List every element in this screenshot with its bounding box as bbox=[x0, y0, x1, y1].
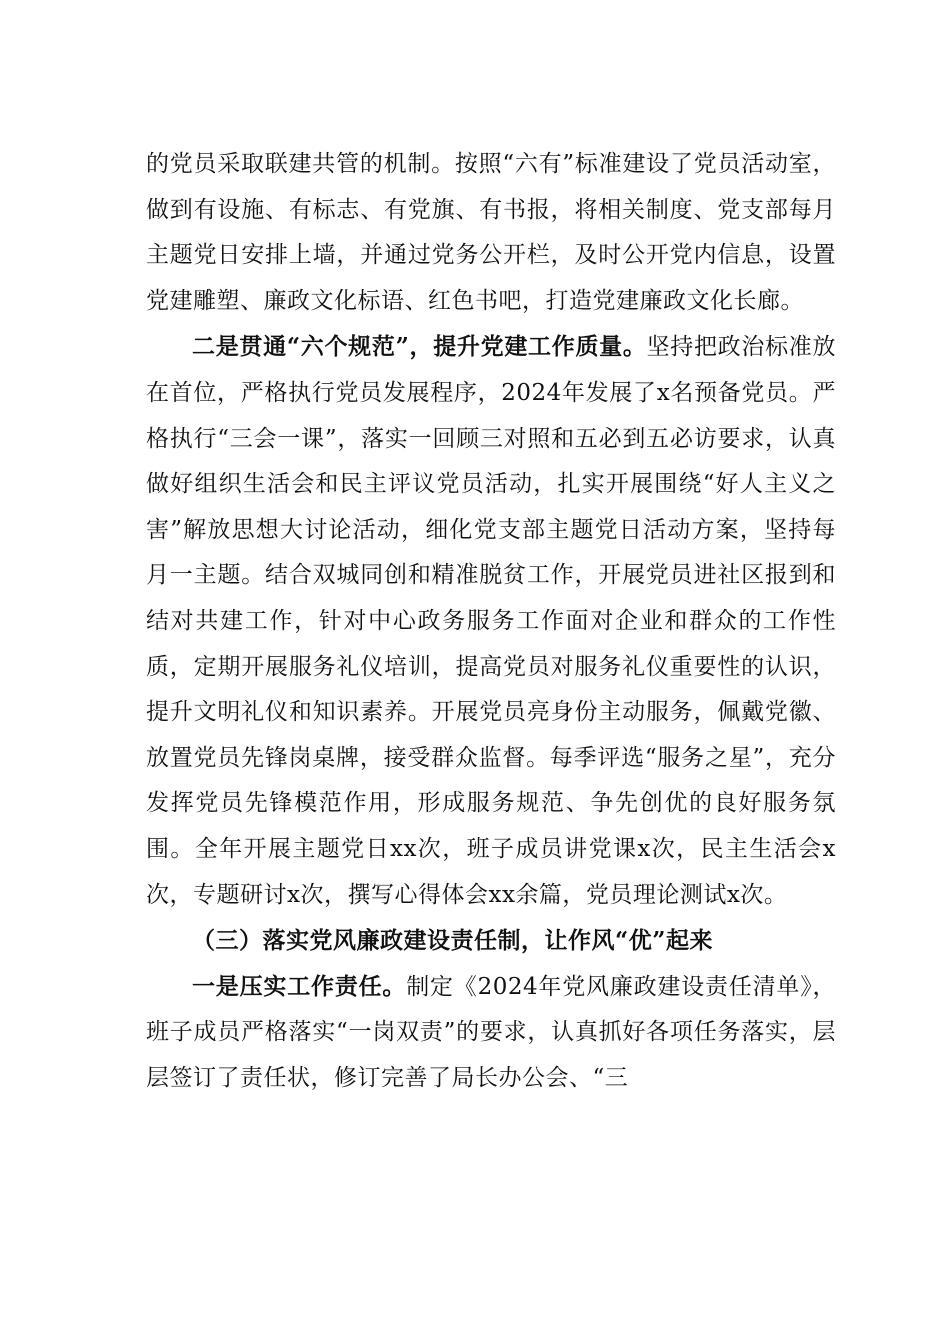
document-body bbox=[146, 142, 836, 1101]
paragraph-continuation-text: 的党员采取联建共管的机制。按照“六有”标准建设了党员活动室，做到有设施、有标志、有党旗、有书报，将相关制度、党支部每月主题党日安排上墙，并通过党务公开栏，及时公开党内信息，设置党建雕塑、廉政文化标语、红色书吧，打造党建廉政文化长廊。 bbox=[146, 151, 836, 314]
paragraph-work-responsibility-lead: 一是压实工作责任。 bbox=[192, 972, 407, 1000]
paragraph-continuation bbox=[146, 142, 836, 324]
paragraph-work-responsibility bbox=[146, 964, 836, 1102]
paragraph-six-standards bbox=[146, 324, 836, 918]
paragraph-six-standards-lead: 二是贯通“六个规范”，提升党建工作质量。 bbox=[192, 333, 647, 361]
paragraph-six-standards-text: 坚持把政治标准放在首位，严格执行党员发展程序，2024年发展了x名预备党员。严格执行“三会一课”，落实一回顾三对照和五必到五必访要求，认真做好组织生活会和民主评议党员活动，扎实开展围绕“好人主义之害”解放思想大讨论活动，细化党支部主题党日活动方案，坚持每月一主题。结合双城同创和精准脱贫工作，开展党员进社区报到和结对共建工作，针对中心政务服务工作面对企业和群众的工作性质，定期开展服务礼仪培训，提高党员对服务礼仪重要性的认识，提升文明礼仪和知识素养。开展党员亮身份主动服务，佩戴党徽、放置党员先锋岗桌牌，接受群众监督。每季评选“服务之星”，充分发挥党员先锋模范作用，形成服务规范、争先创优的良好服务氛围。全年开展主题党日xx次，班子成员讲党课x次，民主生活会x次，专题研讨x次，撰写心得体会xx余篇，党员理论测试x次。 bbox=[146, 334, 836, 908]
paragraph-work-responsibility-text: 制定《2024年党风廉政建设责任清单》，班子成员严格落实“一岗双责”的要求，认真抓好各项任务落实，层层签订了责任状，修订完善了局长办公会、“三 bbox=[146, 973, 836, 1091]
section-heading-3: （三）落实党风廉政建设责任制，让作风“优”起来 bbox=[192, 927, 713, 955]
